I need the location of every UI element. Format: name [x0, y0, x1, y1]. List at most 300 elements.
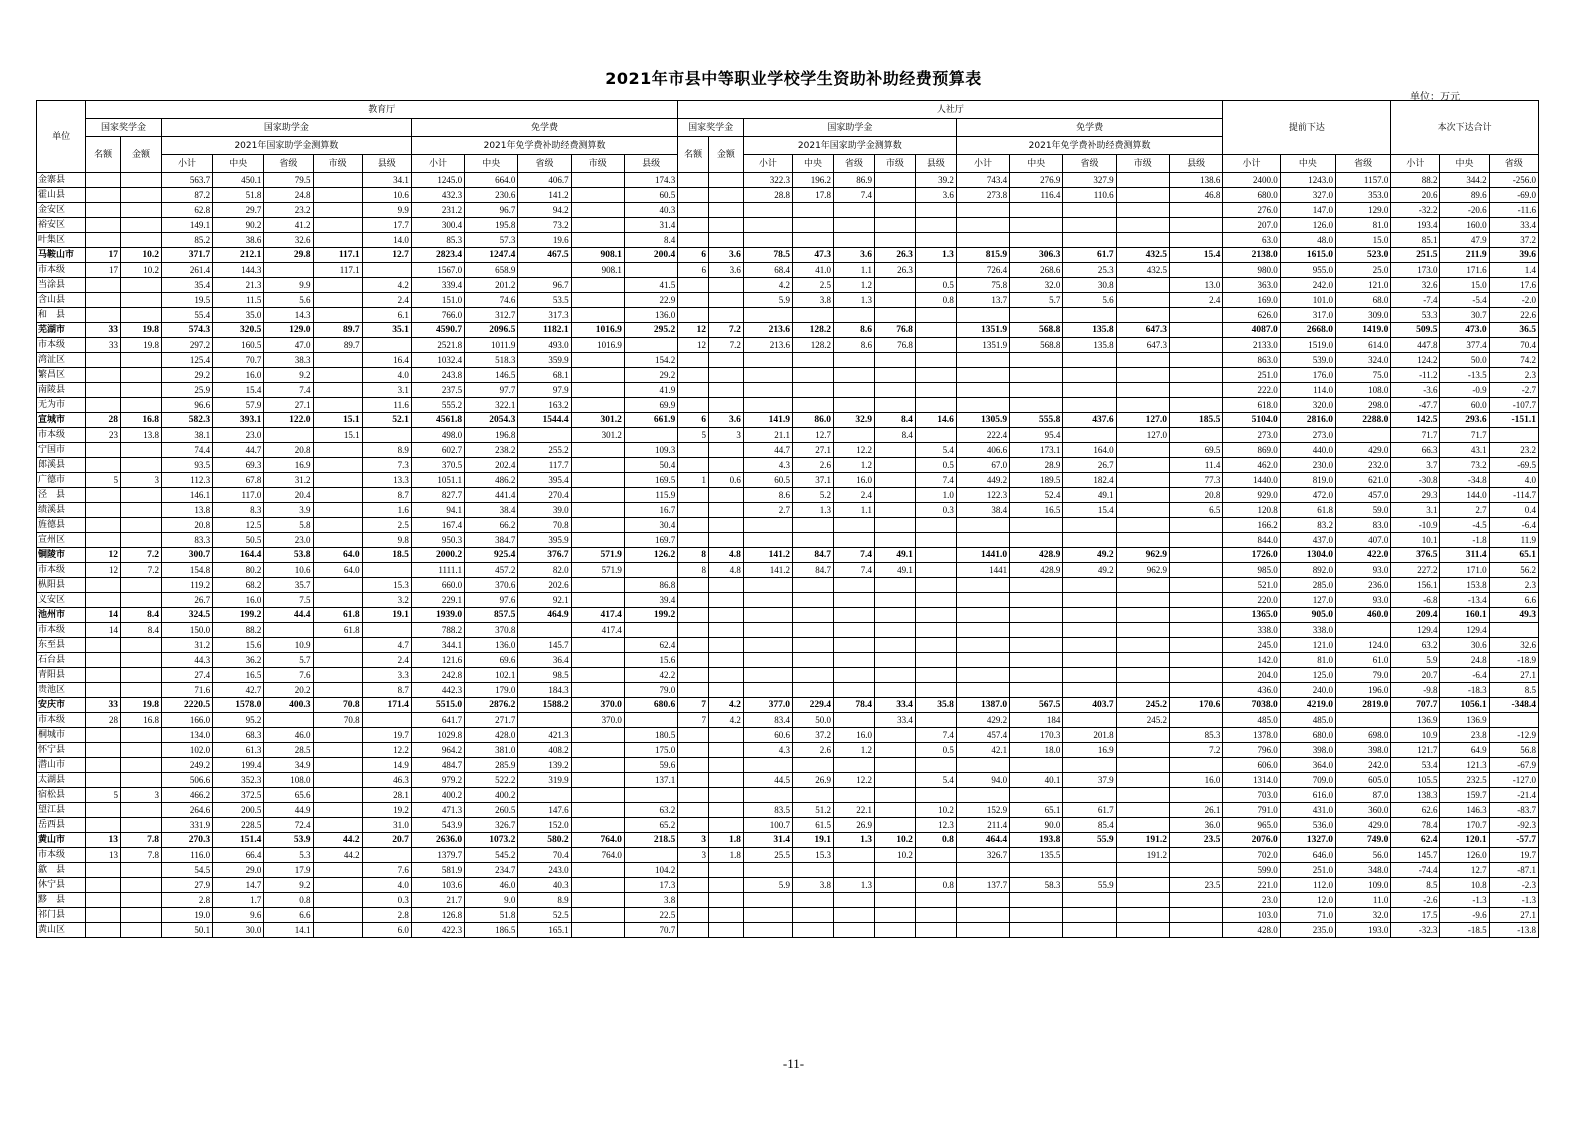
table-cell: 376.5 — [1391, 548, 1440, 563]
table-cell — [743, 578, 792, 593]
table-cell: 136.9 — [1391, 713, 1440, 728]
table-cell — [678, 863, 709, 878]
header-jyt-me: 名额 — [86, 137, 121, 173]
table-cell — [120, 878, 161, 893]
table-cell: 8.7 — [362, 488, 411, 503]
table-row — [37, 923, 1539, 938]
table-cell: 8.9 — [362, 443, 411, 458]
table-cell: 60.5 — [743, 473, 792, 488]
table-cell — [86, 638, 121, 653]
table-cell: 68.3 — [213, 728, 264, 743]
table-cell — [1063, 848, 1116, 863]
table-cell: 428.9 — [1010, 563, 1063, 578]
table-cell: 353.0 — [1336, 188, 1391, 203]
table-cell: 285.0 — [1280, 578, 1335, 593]
table-cell: 36.2 — [213, 653, 264, 668]
table-cell: 3 — [678, 833, 709, 848]
table-cell: 160.1 — [1440, 608, 1489, 623]
table-cell: 297.2 — [161, 338, 212, 353]
table-cell — [956, 383, 1009, 398]
table-cell: 108.0 — [1336, 383, 1391, 398]
table-row — [37, 383, 1539, 398]
table-cell: 26.7 — [1063, 458, 1116, 473]
table-cell: 78.5 — [743, 248, 792, 263]
table-cell: 1.2 — [833, 278, 874, 293]
table-cell: 10.1 — [1391, 533, 1440, 548]
table-cell: 112.0 — [1280, 878, 1335, 893]
table-cell: 442.3 — [411, 683, 464, 698]
table-cell: 64.9 — [1440, 743, 1489, 758]
table-cell — [678, 743, 709, 758]
table-cell: 3.7 — [1391, 458, 1440, 473]
table-cell: 273.8 — [956, 188, 1009, 203]
table-cell — [874, 473, 915, 488]
table-cell: -2.6 — [1391, 893, 1440, 908]
table-cell — [1010, 203, 1063, 218]
table-cell: 102.0 — [161, 743, 212, 758]
table-cell: 13.7 — [956, 293, 1009, 308]
table-cell: 322.3 — [743, 173, 792, 188]
table-cell — [313, 218, 362, 233]
table-row — [37, 428, 1539, 443]
table-cell: 212.1 — [213, 248, 264, 263]
table-cell — [956, 308, 1009, 323]
table-body — [37, 173, 1539, 938]
table-cell — [120, 683, 161, 698]
table-cell — [313, 818, 362, 833]
table-cell — [624, 263, 677, 278]
table-cell — [915, 368, 956, 383]
table-cell: 20.8 — [1169, 488, 1222, 503]
table-cell: 618.0 — [1223, 398, 1280, 413]
table-cell: 85.3 — [411, 233, 464, 248]
table-cell: 25.3 — [1063, 263, 1116, 278]
table-cell — [1116, 458, 1169, 473]
table-cell: 450.1 — [213, 173, 264, 188]
table-cell: 101.0 — [1280, 293, 1335, 308]
table-cell: 78.4 — [1391, 818, 1440, 833]
table-cell: 12 — [86, 548, 121, 563]
table-cell: 242.0 — [1280, 278, 1335, 293]
table-cell — [571, 878, 624, 893]
table-cell — [313, 908, 362, 923]
table-cell — [313, 233, 362, 248]
table-cell — [1169, 623, 1222, 638]
table-cell — [120, 893, 161, 908]
table-cell: 40.1 — [1010, 773, 1063, 788]
table-cell: 568.8 — [1010, 323, 1063, 338]
table-cell — [743, 518, 792, 533]
table-cell — [1063, 398, 1116, 413]
table-cell: 62.6 — [1391, 803, 1440, 818]
table-cell: 20.2 — [264, 683, 313, 698]
table-cell — [874, 443, 915, 458]
table-cell: 85.1 — [1391, 233, 1440, 248]
row-unit-name: 南陵县 — [37, 383, 86, 398]
row-unit-name: 郎溪县 — [37, 458, 86, 473]
table-cell — [86, 173, 121, 188]
table-cell: 173.1 — [1010, 443, 1063, 458]
table-cell: 5.7 — [1010, 293, 1063, 308]
table-cell: 523.0 — [1336, 248, 1391, 263]
table-cell — [120, 488, 161, 503]
table-cell — [120, 383, 161, 398]
table-cell: 14 — [86, 608, 121, 623]
table-cell: 71.6 — [161, 683, 212, 698]
table-cell — [678, 788, 709, 803]
table-cell: 15.3 — [362, 578, 411, 593]
table-cell: 70.4 — [518, 848, 571, 863]
table-cell: 255.2 — [518, 443, 571, 458]
table-cell — [313, 773, 362, 788]
table-cell: 110.6 — [1063, 188, 1116, 203]
table-cell: 71.7 — [1440, 428, 1489, 443]
table-cell: 243.0 — [518, 863, 571, 878]
table-row — [37, 503, 1539, 518]
table-cell: 21.3 — [213, 278, 264, 293]
table-cell: 582.3 — [161, 413, 212, 428]
table-cell: 55.9 — [1063, 833, 1116, 848]
table-cell — [86, 683, 121, 698]
table-cell: 11.5 — [213, 293, 264, 308]
table-cell: 1567.0 — [411, 263, 464, 278]
table-cell: 15.1 — [313, 428, 362, 443]
table-cell — [571, 728, 624, 743]
table-cell: 320.0 — [1280, 398, 1335, 413]
table-cell: 242.8 — [411, 668, 464, 683]
table-row — [37, 848, 1539, 863]
table-cell — [1063, 308, 1116, 323]
table-cell: 1.6 — [362, 503, 411, 518]
table-cell: 141.2 — [743, 563, 792, 578]
table-cell — [874, 653, 915, 668]
table-cell: 522.2 — [465, 773, 518, 788]
table-cell — [624, 713, 677, 728]
table-cell — [120, 353, 161, 368]
table-row — [37, 203, 1539, 218]
table-cell — [833, 578, 874, 593]
table-cell: 185.5 — [1169, 413, 1222, 428]
table-cell: 536.0 — [1280, 818, 1335, 833]
table-cell — [833, 893, 874, 908]
table-cell: 447.8 — [1391, 338, 1440, 353]
table-cell: 400.2 — [465, 788, 518, 803]
table-cell: 31.0 — [362, 818, 411, 833]
table-cell: 74.6 — [465, 293, 518, 308]
row-unit-name: 宁国市 — [37, 443, 86, 458]
table-cell — [678, 218, 709, 233]
table-cell: 116.4 — [1010, 188, 1063, 203]
table-cell — [956, 623, 1009, 638]
table-cell — [678, 368, 709, 383]
table-cell: -0.9 — [1440, 383, 1489, 398]
table-cell — [833, 383, 874, 398]
table-cell: 2.4 — [1169, 293, 1222, 308]
table-cell: 27.1 — [793, 443, 834, 458]
table-cell — [709, 383, 744, 398]
row-unit-name: 黄山市 — [37, 833, 86, 848]
table-cell: 2876.2 — [465, 698, 518, 713]
table-cell: 201.2 — [465, 278, 518, 293]
table-cell: 271.7 — [465, 713, 518, 728]
table-cell: 8.5 — [1391, 878, 1440, 893]
table-cell — [678, 638, 709, 653]
table-cell — [833, 908, 874, 923]
table-cell — [1116, 608, 1169, 623]
table-cell — [833, 308, 874, 323]
table-cell: 49.1 — [874, 548, 915, 563]
row-unit-name: 东至县 — [37, 638, 86, 653]
header-col: 省级 — [1489, 155, 1538, 173]
table-cell: 47.3 — [793, 248, 834, 263]
table-cell — [362, 623, 411, 638]
table-cell — [678, 803, 709, 818]
table-cell: 76.8 — [874, 338, 915, 353]
table-cell — [518, 428, 571, 443]
row-unit-name: 义安区 — [37, 593, 86, 608]
table-cell — [833, 638, 874, 653]
table-cell — [1169, 653, 1222, 668]
table-cell — [915, 623, 956, 638]
row-unit-name: 宿松县 — [37, 788, 86, 803]
table-cell — [1169, 398, 1222, 413]
table-cell — [709, 293, 744, 308]
table-cell: 37.1 — [793, 473, 834, 488]
table-cell — [833, 608, 874, 623]
table-cell: 6 — [678, 413, 709, 428]
table-cell: 121.0 — [1280, 638, 1335, 653]
table-cell — [571, 653, 624, 668]
table-cell — [793, 383, 834, 398]
table-cell: 466.2 — [161, 788, 212, 803]
table-cell — [956, 893, 1009, 908]
table-cell — [1010, 863, 1063, 878]
table-cell — [1010, 308, 1063, 323]
table-cell: 26.9 — [833, 818, 874, 833]
table-cell: 60.6 — [743, 728, 792, 743]
table-cell: 34.9 — [264, 758, 313, 773]
table-cell: 1.2 — [833, 743, 874, 758]
table-cell: -83.7 — [1489, 803, 1538, 818]
table-cell: 485.0 — [1280, 713, 1335, 728]
table-cell: 35.7 — [264, 578, 313, 593]
table-cell — [1116, 518, 1169, 533]
table-cell: 68.0 — [1336, 293, 1391, 308]
table-cell — [120, 668, 161, 683]
table-cell: 167.4 — [411, 518, 464, 533]
table-cell — [874, 188, 915, 203]
table-cell: 8.4 — [874, 428, 915, 443]
table-cell: 61.3 — [213, 743, 264, 758]
table-cell — [833, 593, 874, 608]
table-row — [37, 458, 1539, 473]
table-cell: 908.1 — [571, 263, 624, 278]
table-cell: 979.2 — [411, 773, 464, 788]
table-cell: 62.8 — [161, 203, 212, 218]
table-cell: 7.4 — [915, 728, 956, 743]
table-row — [37, 653, 1539, 668]
table-cell: 166.2 — [1223, 518, 1280, 533]
row-unit-name: 叶集区 — [37, 233, 86, 248]
table-cell — [313, 728, 362, 743]
table-cell: 22.5 — [624, 908, 677, 923]
table-cell — [1063, 518, 1116, 533]
table-cell: 905.0 — [1280, 608, 1335, 623]
table-cell — [1116, 233, 1169, 248]
table-cell: 7.3 — [362, 458, 411, 473]
header-jyt-zxj-sub: 2021年国家助学金测算数 — [161, 137, 411, 155]
header-col: 县级 — [915, 155, 956, 173]
table-cell: -32.3 — [1391, 923, 1440, 938]
table-cell — [1116, 503, 1169, 518]
table-cell: 32.9 — [833, 413, 874, 428]
table-cell — [743, 368, 792, 383]
table-cell: 230.6 — [465, 188, 518, 203]
table-cell: 2.5 — [793, 278, 834, 293]
table-cell — [709, 863, 744, 878]
table-cell: 22.9 — [624, 293, 677, 308]
table-cell: 518.3 — [465, 353, 518, 368]
table-cell — [120, 233, 161, 248]
table-cell — [874, 398, 915, 413]
table-cell: 71.7 — [1391, 428, 1440, 443]
table-cell: 193.8 — [1010, 833, 1063, 848]
table-cell: 5.9 — [743, 878, 792, 893]
table-cell: 70.7 — [213, 353, 264, 368]
table-cell: 1011.9 — [465, 338, 518, 353]
table-cell: -2.3 — [1489, 878, 1538, 893]
header-col: 小计 — [1223, 155, 1280, 173]
table-cell: 20.6 — [1391, 188, 1440, 203]
table-cell — [793, 578, 834, 593]
table-cell — [915, 908, 956, 923]
table-row — [37, 698, 1539, 713]
header-col: 省级 — [264, 155, 313, 173]
table-cell — [793, 308, 834, 323]
table-cell — [833, 398, 874, 413]
table-cell: 65.2 — [624, 818, 677, 833]
table-cell: 135.8 — [1063, 323, 1116, 338]
table-cell — [1116, 668, 1169, 683]
table-cell: 28.8 — [743, 188, 792, 203]
table-cell — [678, 908, 709, 923]
table-cell — [793, 908, 834, 923]
table-cell: 574.3 — [161, 323, 212, 338]
table-cell: 2.5 — [362, 518, 411, 533]
table-cell: 10.9 — [264, 638, 313, 653]
table-cell: -32.2 — [1391, 203, 1440, 218]
table-cell — [833, 353, 874, 368]
table-cell: -13.8 — [1489, 923, 1538, 938]
table-cell: 1.7 — [213, 893, 264, 908]
table-cell — [571, 173, 624, 188]
table-cell — [571, 368, 624, 383]
table-cell — [956, 863, 1009, 878]
table-cell: 3.9 — [264, 503, 313, 518]
table-cell: 555.8 — [1010, 413, 1063, 428]
table-cell: 962.9 — [1116, 563, 1169, 578]
table-cell: 46.0 — [264, 728, 313, 743]
table-cell — [1116, 218, 1169, 233]
table-cell: 7.6 — [362, 863, 411, 878]
table-cell: 1.3 — [833, 833, 874, 848]
table-cell: 242.0 — [1336, 758, 1391, 773]
header-rst-gjjxj: 国家奖学金 — [678, 119, 744, 137]
table-cell — [1063, 893, 1116, 908]
table-cell: 16.9 — [264, 458, 313, 473]
table-cell: 12.7 — [1440, 863, 1489, 878]
header-col: 中央 — [1440, 155, 1489, 173]
table-cell — [313, 188, 362, 203]
table-cell — [743, 638, 792, 653]
table-cell — [743, 908, 792, 923]
table-cell: 159.7 — [1440, 788, 1489, 803]
table-cell: 3.6 — [709, 263, 744, 278]
table-cell: 4.8 — [709, 548, 744, 563]
table-cell: 326.7 — [465, 818, 518, 833]
header-col: 市级 — [874, 155, 915, 173]
table-cell: 1247.4 — [465, 248, 518, 263]
table-cell: 152.9 — [956, 803, 1009, 818]
table-cell — [313, 593, 362, 608]
table-cell: 9.2 — [264, 878, 313, 893]
table-cell — [874, 278, 915, 293]
table-cell: 137.1 — [624, 773, 677, 788]
table-cell: 5.4 — [915, 773, 956, 788]
table-cell: 50.5 — [213, 533, 264, 548]
table-cell: 2400.0 — [1223, 173, 1280, 188]
row-unit-name: 市本级 — [37, 623, 86, 638]
row-unit-name: 望江县 — [37, 803, 86, 818]
table-cell: 30.7 — [1440, 308, 1489, 323]
table-cell: 965.0 — [1223, 818, 1280, 833]
table-cell: 4.0 — [362, 368, 411, 383]
table-cell — [362, 338, 411, 353]
table-cell: 15.1 — [313, 413, 362, 428]
table-cell: 84.7 — [793, 563, 834, 578]
table-cell: 19.7 — [362, 728, 411, 743]
table-cell — [1116, 278, 1169, 293]
table-cell — [793, 203, 834, 218]
table-cell — [86, 398, 121, 413]
table-cell: 83.4 — [743, 713, 792, 728]
table-cell: 79.0 — [624, 683, 677, 698]
table-cell — [624, 563, 677, 578]
table-cell — [678, 608, 709, 623]
table-cell — [956, 518, 1009, 533]
table-cell: 89.6 — [1440, 188, 1489, 203]
table-cell — [743, 593, 792, 608]
table-cell — [86, 878, 121, 893]
table-cell: 90.0 — [1010, 818, 1063, 833]
table-cell — [743, 398, 792, 413]
table-cell: 31.4 — [743, 833, 792, 848]
table-cell: 65.1 — [1010, 803, 1063, 818]
table-cell: 6.6 — [264, 908, 313, 923]
table-cell: 4561.8 — [411, 413, 464, 428]
table-cell: 65.1 — [1489, 548, 1538, 563]
table-row — [37, 683, 1539, 698]
table-cell: 23.5 — [1169, 878, 1222, 893]
table-cell: 4.3 — [743, 743, 792, 758]
table-cell: 5.6 — [264, 293, 313, 308]
table-cell: 70.8 — [518, 518, 571, 533]
table-cell: 980.0 — [1223, 263, 1280, 278]
table-cell: 88.2 — [213, 623, 264, 638]
table-cell — [874, 518, 915, 533]
header-tqxd: 提前下达 — [1223, 101, 1391, 155]
table-cell — [120, 203, 161, 218]
